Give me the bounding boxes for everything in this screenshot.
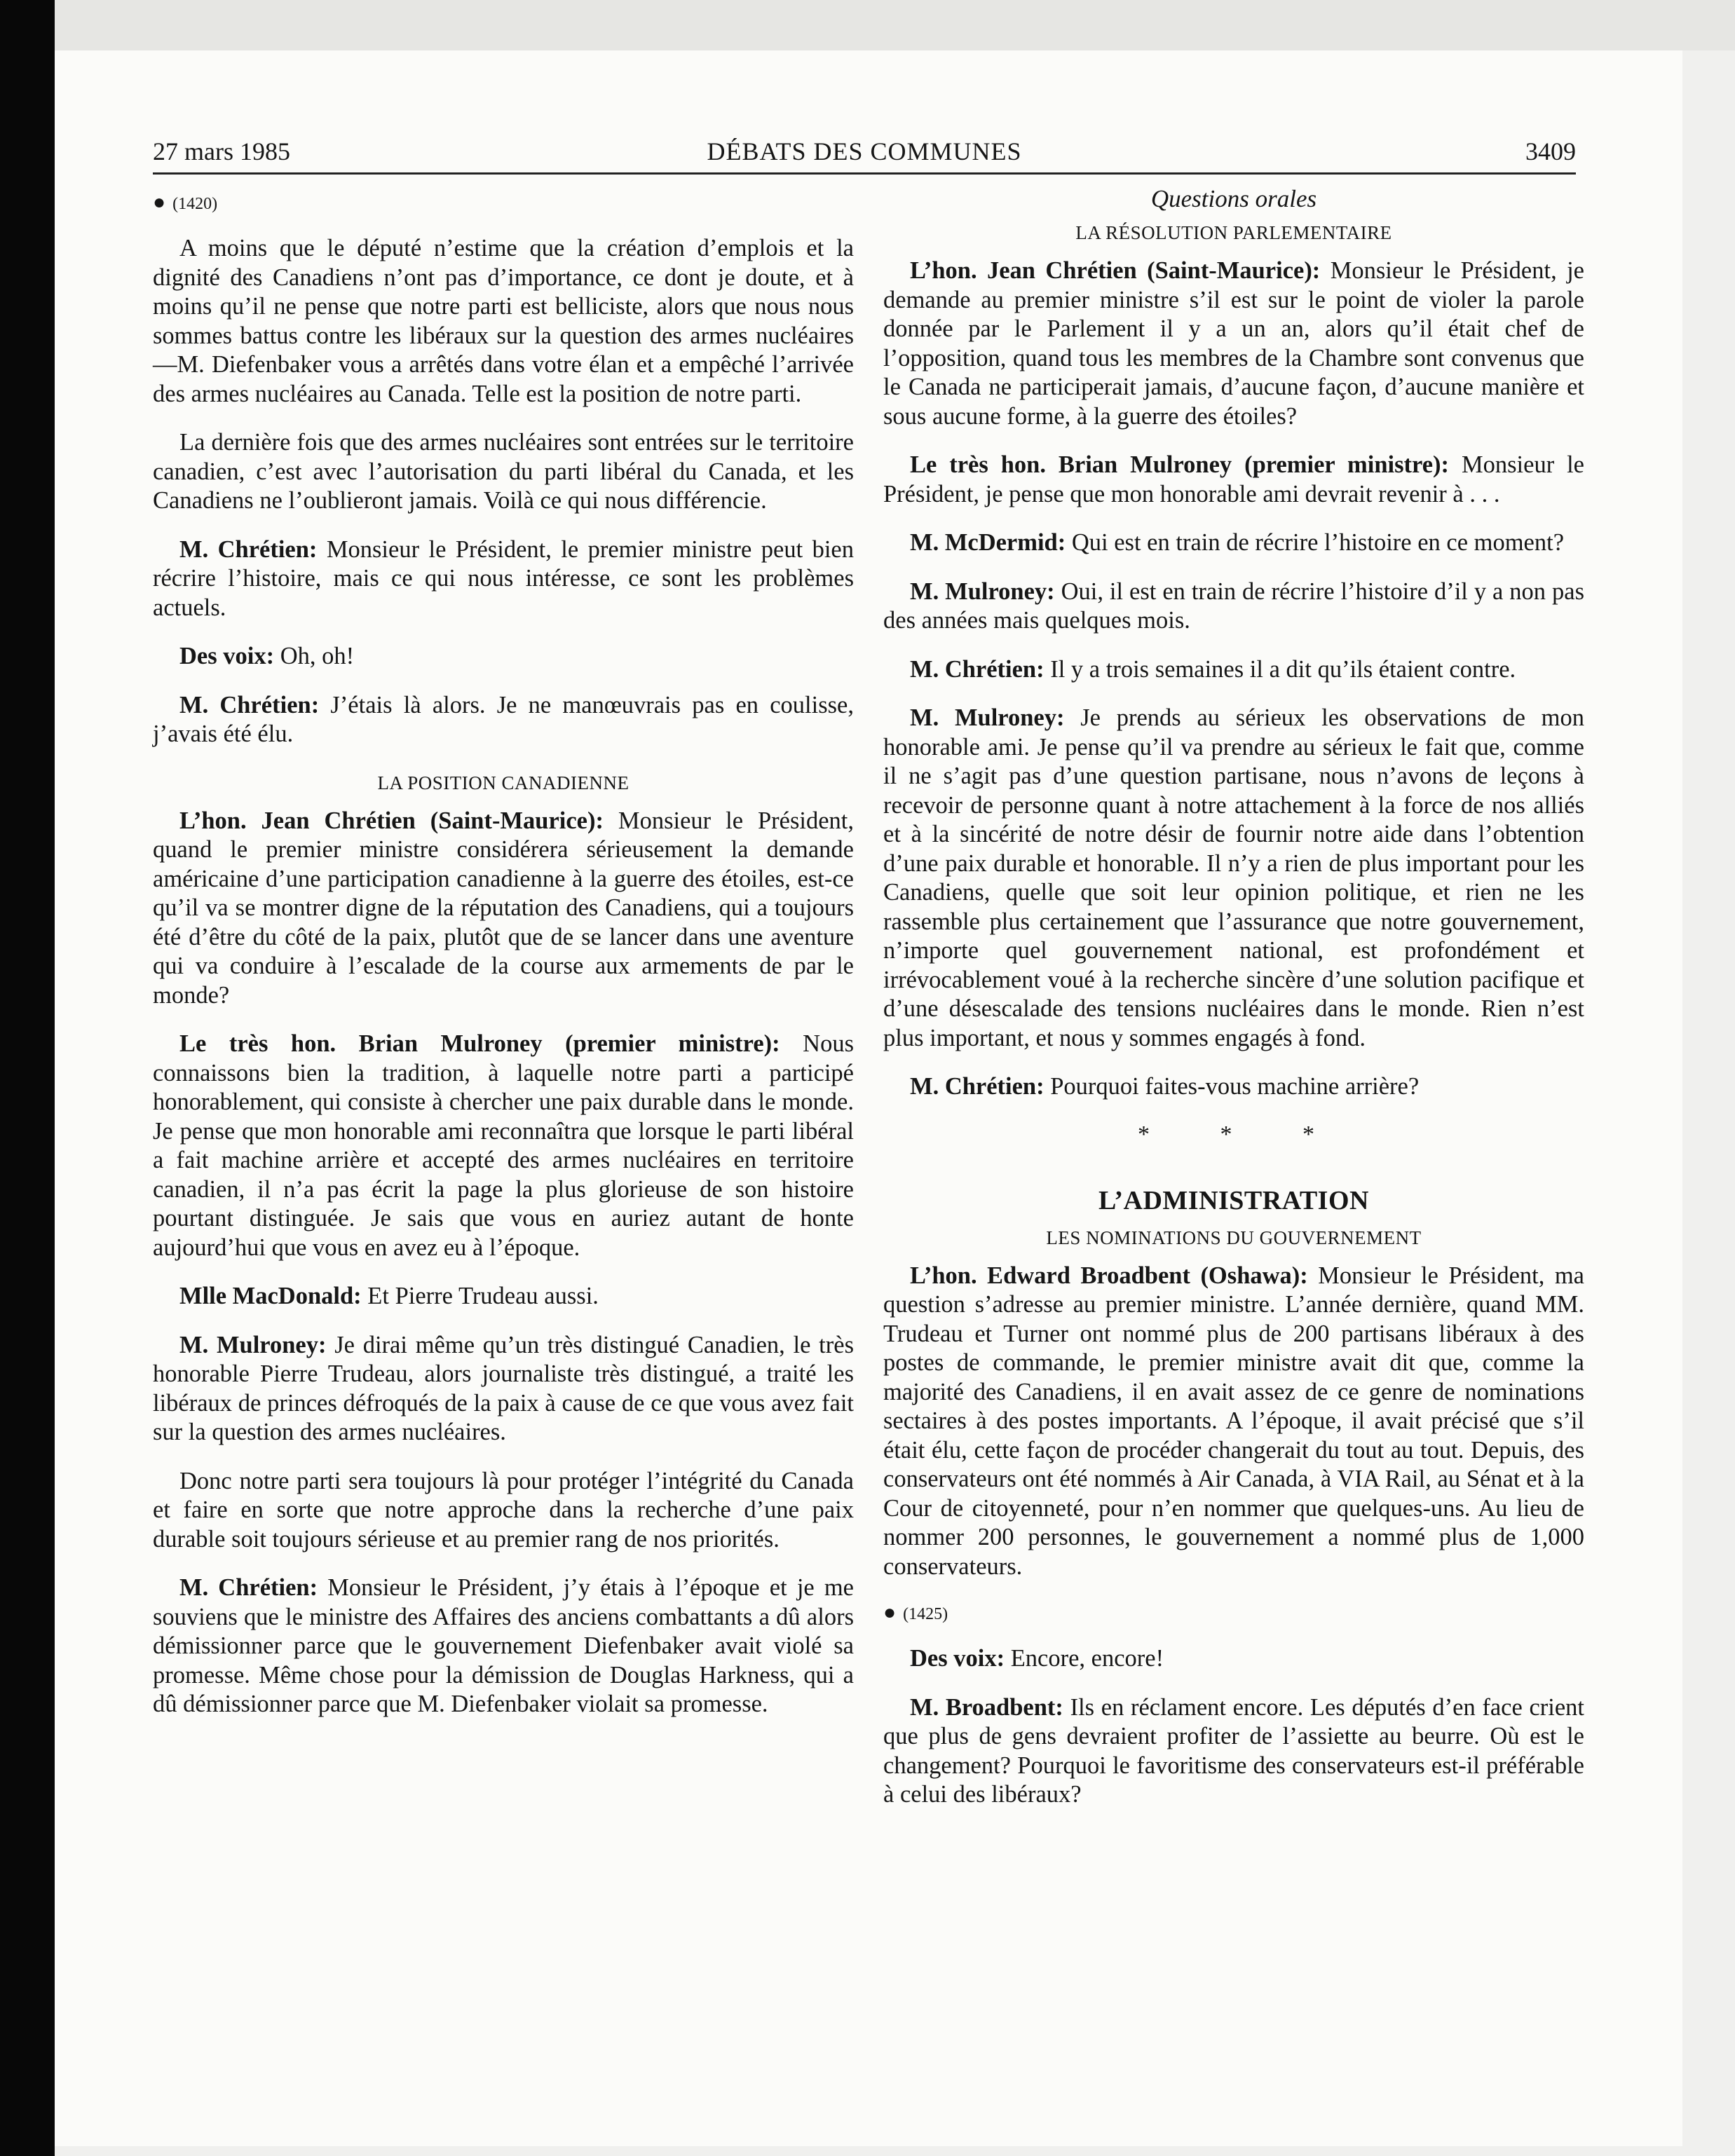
speaker-name: Des voix: bbox=[910, 1645, 1005, 1672]
subheading: LA POSITION CANADIENNE bbox=[377, 772, 630, 793]
speech bbox=[883, 451, 1584, 509]
speech-text: Je dirai même qu’un très distingué Canadien, le très honorable Pierre Trudeau, alors journaliste très distingué, a traité les libéraux de princes défroqués de la paix à cause de ce que vous avez fait sur la question des armes nucléaires. bbox=[153, 1331, 854, 1445]
speech-text: Pourquoi faites-vous machine arrière? bbox=[1044, 1073, 1420, 1100]
speaker-name: Des voix: bbox=[179, 643, 275, 669]
speech-text: Monsieur le Président, je demande au premier ministre s’il est sur le point de violer la parole donnée par le Parlement il y a un an, alors qu’il était chef de l’opposition, quand tous les membres de la Chambre sont convenus que le Canada ne participerait jamais, d’aucune façon, d’aucune manière et sous aucune forme, à la guerre des étoiles? bbox=[883, 257, 1584, 430]
speech-text: Monsieur le Président, ma question s’adresse au premier ministre. L’année dernière, quand MM. Trudeau et Turner ont nommé plus de 200 partisans libéraux à des postes de commande, le premier ministre avait dit que, comme la majorité des Canadiens, il en avait assez de ce genre de nominations sectaires à des postes importants. A l’époque, il avait précisé que s’il était élu, cette façon de procéder changerait du tout au tout. Depuis, des conservateurs ont été nommés à Air Canada, à VIA Rail, au Sénat et à la Cour de citoyenneté, pour n’en nommer que quelques-uns. Au lieu de nommer 200 personnes, le gouvernement a nommé plus de 1,000 conservateurs. bbox=[883, 1262, 1584, 1580]
section-title: L’ADMINISTRATION bbox=[1098, 1185, 1369, 1215]
speaker-name: M. Mulroney: bbox=[910, 704, 1065, 731]
speech-text: Il y a trois semaines il a dit qu’ils étaient contre. bbox=[1044, 655, 1516, 683]
speech-text: Monsieur le Président, je pense que mon honorable ami devrait revenir à . . . bbox=[883, 451, 1584, 507]
speaker-name: Mlle MacDonald: bbox=[179, 1283, 362, 1309]
speech bbox=[883, 257, 1584, 431]
speech bbox=[153, 642, 854, 671]
header-title: DÉBATS DES COMMUNES bbox=[707, 137, 1022, 165]
speech-text: Monsieur le Président, le premier ministre peut bien récrire l’histoire, mais ce qui nous intéresse, ce sont les problèmes actuels. bbox=[153, 535, 854, 621]
left-column bbox=[153, 184, 854, 1739]
paragraph: A moins que le député n’estime que la création d’emplois et la dignité des Canadiens n’ont pas d’importance, ce dont je doute, et à moins qu’il ne pense que notre parti est belliciste, alors que nous nous sommes battus contre les libéraux sur la question des armes nucléaires—M. Diefenbaker vous a arrêtés dans votre élan et a empêché l’arrivée des armes nucléaires au Canada. Telle est la position de notre parti. bbox=[153, 235, 854, 407]
speaker-name: M. Mulroney: bbox=[179, 1331, 327, 1358]
speech-text: Oh, oh! bbox=[274, 643, 355, 669]
speaker-name: L’hon. Edward Broadbent (Oshawa): bbox=[910, 1262, 1308, 1289]
speech-text: Oui, il est en train de récrire l’histoire d’il y a non pas des années mais quelques mois. bbox=[883, 578, 1584, 634]
time-marker-label: (1420) bbox=[172, 195, 218, 213]
speech-text: Qui est en train de récrire l’histoire en ce moment? bbox=[1066, 529, 1565, 556]
speech bbox=[883, 578, 1584, 636]
time-marker bbox=[153, 191, 854, 216]
subheading: LES NOMINATIONS DU GOUVERNEMENT bbox=[1046, 1227, 1422, 1248]
speaker-name: M. McDermid: bbox=[910, 529, 1066, 556]
speech-text: J’étais là alors. Je ne manœuvrais pas en coulisse, j’avais été élu. bbox=[153, 691, 854, 747]
speaker-name: M. Chrétien: bbox=[179, 535, 318, 563]
speaker-name: Le très hon. Brian Mulroney (premier ministre): bbox=[179, 1030, 780, 1057]
speaker-name: M. Chrétien: bbox=[910, 655, 1045, 683]
speech-text: Ils en réclament encore. Les députés d’en face crient que plus de gens devraient profiter de l’assiette au beurre. Où est le changement? Pourquoi le favoritisme des conservateurs est-il préférable à celui des libéraux? bbox=[883, 1693, 1584, 1808]
header-date: 27 mars 1985 bbox=[153, 137, 290, 165]
header-page-number: 3409 bbox=[1525, 137, 1576, 165]
speech bbox=[153, 535, 854, 623]
speaker-name: L’hon. Jean Chrétien (Saint-Maurice): bbox=[179, 807, 604, 834]
speech-text: Et Pierre Trudeau aussi. bbox=[361, 1283, 599, 1309]
speech-text: Monsieur le Président, j’y étais à l’époque et je me souviens que le ministre des Affaires des anciens combattants a dû alors démissionner parce que le gouvernement Diefenbaker avait violé sa promesse. Même chose pour la démission de Douglas Harkness, qui a dû démissionner parce que M. Diefenbaker violait sa promesse. bbox=[153, 1574, 854, 1717]
speech bbox=[153, 1030, 854, 1262]
time-marker-label: (1425) bbox=[903, 1605, 948, 1623]
speech bbox=[883, 655, 1584, 685]
bullet-icon: ● bbox=[883, 1601, 897, 1624]
speech bbox=[883, 528, 1584, 558]
speech bbox=[153, 1282, 854, 1311]
scan-edge bbox=[0, 0, 55, 2156]
speaker-name: M. Chrétien: bbox=[179, 691, 320, 718]
bullet-icon: ● bbox=[153, 191, 166, 214]
section-separator: * * * bbox=[1138, 1121, 1347, 1147]
speech-text: Je prends au sérieux les observations de mon honorable ami. Je pense qu’il va prendre au sérieux le fait que, comme il ne s’agit pas d’une question partisane, nous n’avons de leçons à recevoir de personne quant à notre attachement à la force de nos alliés et à la sincérité de notre désir de fournir notre aide dans l’obtention d’une paix durable et honorable. Il n’y a rien de plus important pour les Canadiens, quelle que soit leur opinion politique, et rien ne les rassemble plus certainement que l’assurance que notre gouvernement, n’importe quel gouvernement national, est profondément et irrévocablement voué à la recherche sincère d’une solution pacifique et d’une désescalade des tensions nucléaires dans le monde. Rien n’est plus important, et nous y sommes engagés à fond. bbox=[883, 704, 1585, 1051]
speech-text: Monsieur le Président, quand le premier ministre considérera sérieusement la demande américaine d’une participation canadienne à la guerre des étoiles, est-ce qu’il va se montrer digne de la réputation des Canadiens, qui a toujours été d’être du côté de la paix, plutôt que de se lancer dans une aventure qui va conduire à l’escalade de la course aux armements de par le monde? bbox=[153, 807, 854, 1009]
speaker-name: M. Mulroney: bbox=[910, 578, 1055, 605]
speech bbox=[153, 1574, 854, 1719]
subheading: LA RÉSOLUTION PARLEMENTAIRE bbox=[1075, 222, 1392, 243]
speech bbox=[153, 807, 854, 1011]
speech bbox=[153, 691, 854, 749]
speech-text: Encore, encore! bbox=[1005, 1645, 1164, 1672]
speech bbox=[883, 1072, 1584, 1102]
speech bbox=[883, 1262, 1584, 1582]
paragraph: La dernière fois que des armes nucléaires sont entrées sur le territoire canadien, c’est avec l’autorisation du parti libéral du Canada, et les Canadiens ne l’oublieront jamais. Voilà ce qui nous différencie. bbox=[153, 429, 854, 514]
time-marker bbox=[883, 1601, 1584, 1626]
scan-background bbox=[0, 0, 1735, 50]
speech bbox=[153, 1331, 854, 1447]
speech bbox=[883, 1693, 1584, 1810]
speech-text: Nous connaissons bien la tradition, à laquelle notre parti a participé honorablement, qui consiste à chercher une paix durable dans le monde. Je pense que mon honorable ami reconnaîtra que lorsque le parti libéral a fait machine arrière et accepté des armes nucléaires en territoire canadien, il n’a pas écrit la page la plus glorieuse de son histoire pourtant distinguée. Je sais que vous en auriez autant de honte aujourd’hui que vous en avez eu à l’époque. bbox=[153, 1030, 855, 1261]
paragraph: Donc notre parti sera toujours là pour protéger l’intégrité du Canada et faire en sorte que notre approche dans la recherche d’une paix durable soit toujours sérieuse et au premier rang de nos priorités. bbox=[153, 1467, 854, 1553]
right-column bbox=[883, 184, 1584, 1829]
speech bbox=[883, 704, 1584, 1053]
rubric: Questions orales bbox=[1150, 185, 1317, 212]
speaker-name: M. Broadbent: bbox=[910, 1693, 1063, 1721]
speaker-name: Le très hon. Brian Mulroney (premier ministre): bbox=[910, 451, 1450, 478]
speech bbox=[883, 1644, 1584, 1674]
speaker-name: M. Chrétien: bbox=[179, 1574, 318, 1601]
speaker-name: M. Chrétien: bbox=[910, 1073, 1045, 1100]
page-header bbox=[153, 133, 1576, 175]
speaker-name: L’hon. Jean Chrétien (Saint-Maurice): bbox=[910, 257, 1321, 284]
